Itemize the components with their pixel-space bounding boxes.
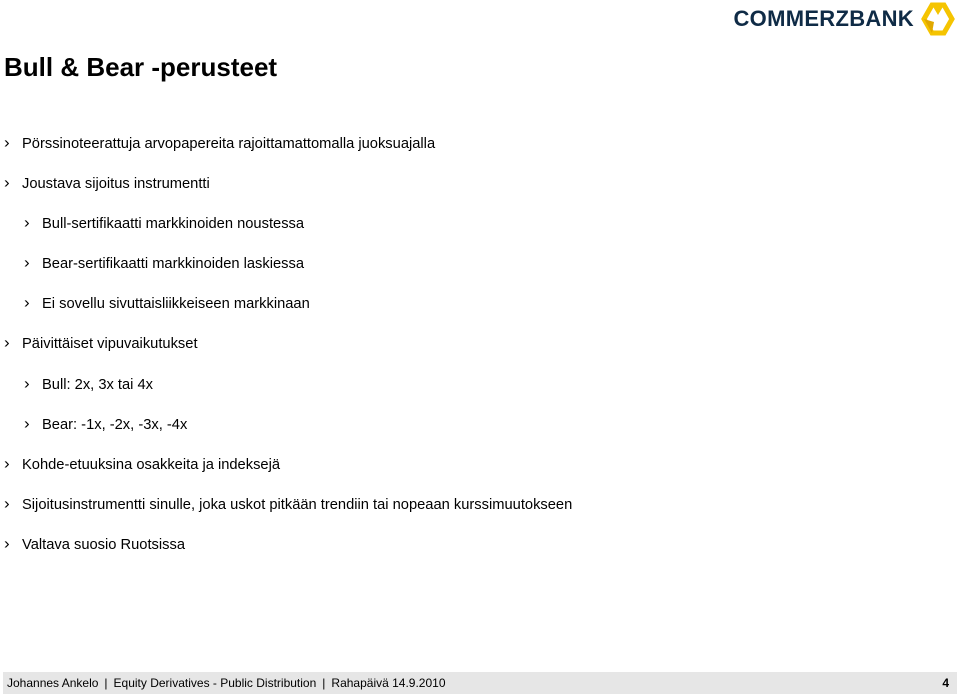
list-item (4, 533, 944, 573)
list-item (4, 493, 944, 533)
footer-department: Equity Derivatives - Public Distribution (113, 676, 317, 690)
bullet-marker-icon: › (4, 334, 10, 352)
list-item (4, 292, 944, 332)
commerzbank-ribbon-icon (920, 2, 956, 36)
bullet-marker-icon: › (24, 254, 30, 272)
list-item (4, 212, 944, 252)
page-title: Bull & Bear -perusteet (4, 52, 278, 82)
footer-event: Rahapäivä 14.9.2010 (331, 676, 446, 690)
bullet-text: Bull-sertifikaatti markkinoiden noustessa (42, 216, 305, 233)
bullet-marker-icon: › (4, 174, 10, 192)
bullet-marker-icon: › (4, 134, 10, 152)
footer-separator: | (322, 676, 326, 690)
bullet-marker-icon: › (24, 214, 30, 232)
list-item (4, 373, 944, 413)
bullet-text: Sijoitusinstrumentti sinulle, joka uskot pitkään trendiin tai nopeaan kurssimuutokseen (22, 496, 573, 513)
bullet-marker-icon: › (24, 414, 30, 432)
page-number: 4 (942, 676, 949, 690)
bullet-marker-icon: › (24, 294, 30, 312)
footer-bar (3, 672, 957, 694)
list-item (4, 413, 944, 453)
bullet-marker-icon: › (4, 454, 10, 472)
bullet-text: Bear-sertifikaatti markkinoiden laskiessa (42, 256, 305, 273)
bullet-text: Valtava suosio Ruotsissa (22, 536, 186, 553)
list-item (4, 332, 944, 372)
footer-separator: | (104, 676, 108, 690)
list-item (4, 132, 944, 172)
list-item (4, 252, 944, 292)
list-item (4, 172, 944, 212)
bullet-text: Kohde-etuuksina osakkeita ja indeksejä (22, 456, 281, 473)
list-item (4, 453, 944, 493)
bullet-list (4, 132, 944, 573)
bullet-marker-icon: › (24, 374, 30, 392)
bullet-text: Ei sovellu sivuttaisliikkeiseen markkinaan (42, 296, 310, 313)
bullet-text: Joustava sijoitus instrumentti (22, 176, 210, 193)
bullet-text: Päivittäiset vipuvaikutukset (22, 336, 198, 353)
footer-author: Johannes Ankelo (7, 676, 99, 690)
bullet-text: Bear: -1x, -2x, -3x, -4x (42, 416, 188, 433)
logo-text: COMMERZBANK (733, 6, 914, 31)
bullet-text: Pörssinoteerattuja arvopapereita rajoittamattomalla juoksuajalla (22, 136, 436, 152)
bullet-text: Bull: 2x, 3x tai 4x (42, 376, 154, 393)
bullet-marker-icon: › (4, 494, 10, 512)
bullet-marker-icon: › (4, 534, 10, 553)
commerzbank-logo (733, 2, 956, 36)
